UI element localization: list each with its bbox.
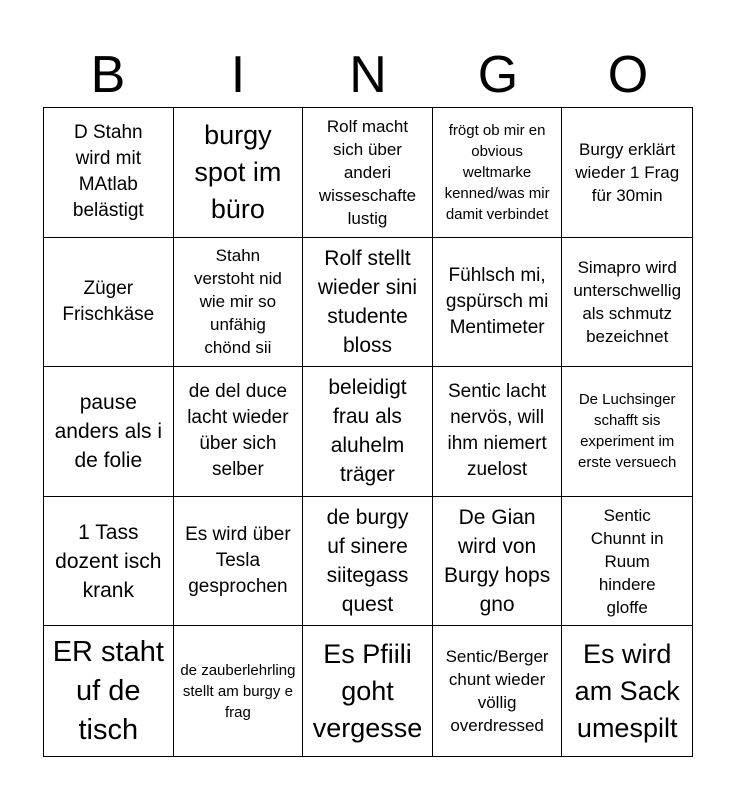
bingo-cell-r3-c5[interactable]	[562, 367, 692, 497]
cell-text: Es Pfiili goht vergesse	[312, 638, 423, 743]
bingo-cell-r4-c1[interactable]	[44, 497, 174, 627]
bingo-cell-r1-c5[interactable]	[562, 108, 692, 238]
header-letter-o: O	[607, 46, 649, 104]
cell-text: De Luchsinger schafft sis experiment im erste versuech	[577, 391, 677, 472]
cell-text: Es wird am Sack umespilt	[574, 638, 680, 743]
header-letter-n: N	[349, 46, 387, 104]
cell-text: Simapro wird unterschwellig als schmutz bezeichnet	[573, 257, 682, 346]
cell-text: Stahn verstoht nid wie mir so unfähig chönd sii	[193, 246, 282, 358]
cell-text: pause anders als i de folie	[54, 390, 162, 472]
bingo-cell-r1-c1[interactable]	[44, 108, 174, 238]
cell-text: Sentic lacht nervös, will ihm niemert zuelost	[447, 381, 547, 481]
bingo-cell-r4-c3[interactable]	[303, 497, 433, 627]
cell-text: D Stahn wird mit MAtlab belästigt	[72, 122, 144, 222]
bingo-cell-r1-c2[interactable]	[174, 108, 304, 238]
bingo-cell-r3-c1[interactable]	[44, 367, 174, 497]
cell-text: 1 Tass dozent isch krank	[55, 520, 162, 602]
cell-text: beleidigt frau als aluhelm träger	[328, 376, 407, 487]
bingo-cell-r5-c5[interactable]	[562, 626, 692, 756]
bingo-cell-r5-c4[interactable]	[433, 626, 563, 756]
bingo-cell-r3-c2[interactable]	[174, 367, 304, 497]
cell-text: Rolf macht sich über anderi wisseschafte lustig	[318, 116, 417, 228]
bingo-cell-r3-c3[interactable]	[303, 367, 433, 497]
bingo-cell-r5-c3[interactable]	[303, 626, 433, 756]
cell-text: Es wird über Tesla gesprochen	[185, 524, 291, 598]
cell-text: de del duce lacht wieder über sich selber	[187, 381, 289, 481]
cell-text: de burgy uf sinere siitegass quest	[326, 506, 409, 617]
bingo-header	[43, 45, 693, 105]
bingo-cell-r1-c3[interactable]	[303, 108, 433, 238]
bingo-cell-r4-c2[interactable]	[174, 497, 304, 627]
cell-text: Züger Frischkäse	[62, 277, 155, 325]
bingo-cell-r3-c4[interactable]	[433, 367, 563, 497]
header-letter-i: I	[230, 46, 246, 104]
cell-text: Fühlsch mi, gspürsch mi Mentimeter	[445, 264, 549, 338]
header-letter-b: B	[90, 46, 126, 104]
cell-text: Rolf stellt wieder sini studente bloss	[317, 246, 418, 357]
cell-text: Sentic Chunnt in Ruum hindere gloffe	[590, 505, 664, 617]
bingo-card-grid	[43, 107, 693, 757]
bingo-cell-r4-c4[interactable]	[433, 497, 563, 627]
bingo-cell-r2-c4[interactable]	[433, 238, 563, 368]
cell-text: Sentic/Berger chunt wieder völlig overdressed	[445, 647, 549, 736]
cell-text: burgy spot im büro	[194, 119, 282, 224]
bingo-cell-r2-c2[interactable]	[174, 238, 304, 368]
cell-text: de zauberlehrling stellt am burgy e frag	[180, 661, 296, 721]
bingo-cell-r5-c1[interactable]	[44, 626, 174, 756]
bingo-cell-r1-c4[interactable]	[433, 108, 563, 238]
cell-text: ER staht uf de tisch	[52, 635, 164, 746]
cell-text: De Gian wird von Burgy hops gno	[443, 506, 551, 617]
header-letter-g: G	[477, 46, 519, 104]
bingo-cell-r2-c5[interactable]	[562, 238, 692, 368]
cell-text: Burgy erklärt wieder 1 Frag für 30min	[575, 139, 680, 205]
bingo-cell-r5-c2[interactable]	[174, 626, 304, 756]
bingo-cell-r2-c1[interactable]	[44, 238, 174, 368]
bingo-cell-r4-c5[interactable]	[562, 497, 692, 627]
cell-text: frögt ob mir en obvious weltmarke kenned/was mir damit verbindet	[444, 121, 550, 223]
bingo-cell-r2-c3[interactable]	[303, 238, 433, 368]
